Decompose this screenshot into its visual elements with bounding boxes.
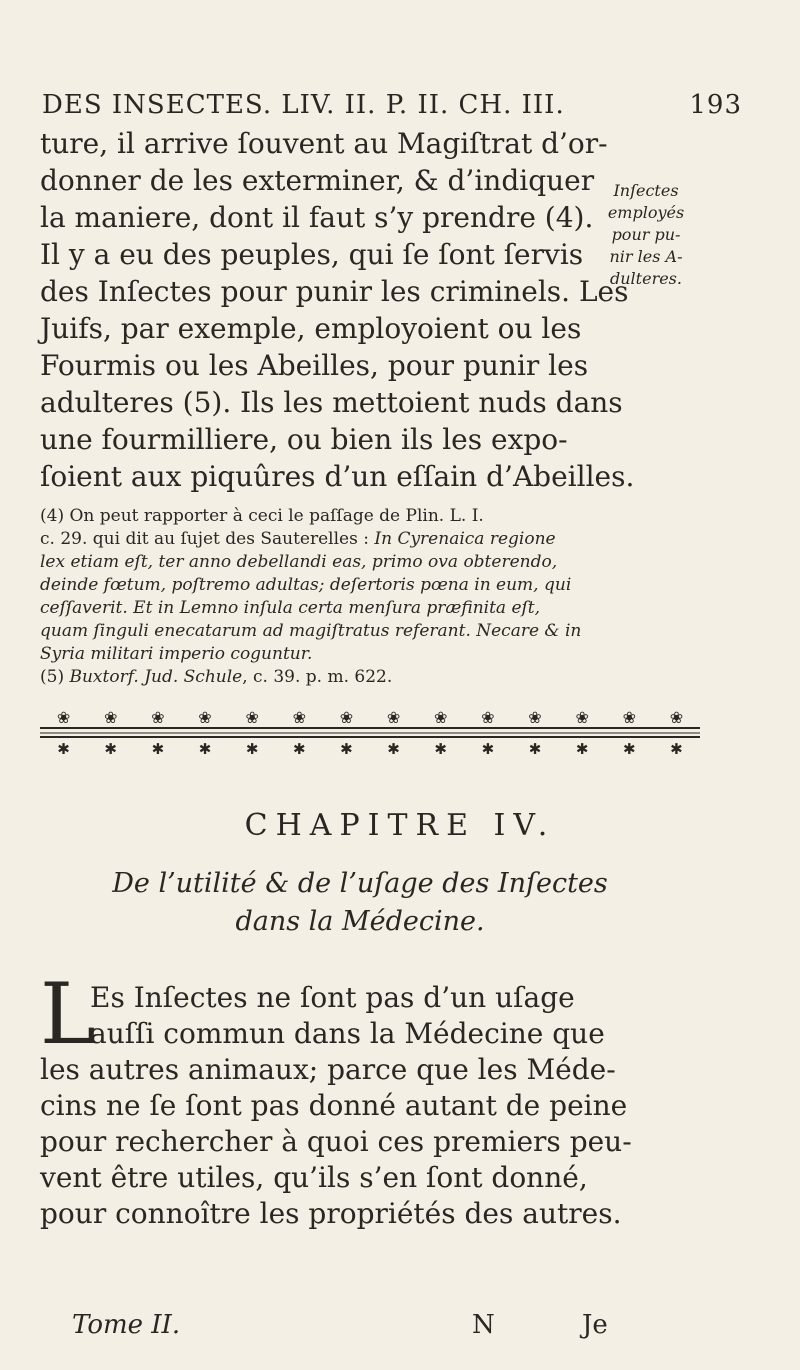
ornament-glyph: ✱ (622, 740, 636, 758)
running-head (42, 90, 742, 120)
drop-capital: L (40, 965, 96, 1063)
ornament-glyph: ❀ (104, 708, 118, 727)
volume-label: Tome II. (72, 1310, 181, 1340)
footnote-line: quam ſinguli enecatarum ad magiſtratus referant. Necare & in (40, 621, 582, 641)
ornament-glyph: ✱ (340, 740, 353, 758)
footnote-line: Syria militari imperio coguntur. (40, 644, 313, 664)
ornament-glyph: ❀ (198, 708, 212, 727)
footnote-quote: In Cyrenaica regione (374, 529, 556, 549)
ornament-glyph: ✱ (151, 740, 165, 758)
ornament-glyph: ✱ (575, 740, 589, 758)
footnote-line: lex etiam eſt, ter anno debellandi eas, primo ova obterendo, (40, 552, 558, 572)
ornament-glyph: ❀ (245, 708, 259, 727)
ornament-glyph: ✱ (481, 740, 495, 758)
footnote-line: ceſſaverit. Et in Lemno inſula certa menſura præfinita eſt, (40, 598, 541, 618)
ornament-glyph: ❀ (386, 708, 401, 727)
ornament-glyph: ❀ (434, 708, 448, 727)
ornament-glyph: ✱ (670, 740, 683, 758)
ornament-glyph: ✱ (387, 740, 400, 758)
signature-mark: N (472, 1310, 495, 1340)
ornament-glyph: ❀ (528, 708, 542, 727)
footnote-reference: Buxtorf. Jud. Schule (69, 667, 243, 687)
chapter-title: CHAPITRE IV. (244, 808, 556, 843)
running-title: DES INSECTES. LIV. II. P. II. CH. III. (42, 90, 565, 120)
footnote-text: (5) (40, 667, 70, 687)
footnote-line: (4) On peut rapporter à ceci le paſſage de Plin. L. I. (40, 506, 484, 526)
catchword: Je (582, 1310, 608, 1340)
footnotes (40, 505, 710, 689)
text-line: les autres animaux; parce que les Méde- (40, 1053, 616, 1086)
main-paragraph (40, 125, 635, 495)
margin-note-line: Inſectes (613, 181, 679, 200)
ornament-glyph: ❀ (292, 708, 306, 727)
ornament-glyph: ❀ (481, 708, 495, 727)
ornament-glyph: ✱ (57, 740, 70, 758)
ornament-glyph: ❀ (151, 708, 165, 727)
ornament-glyph: ✱ (198, 740, 212, 758)
text-line: vent être utiles, qu’ils s’en ſont donné, (40, 1161, 588, 1194)
margin-note-line: employés (607, 203, 685, 222)
text-line: Es Inſectes ne ſont pas d’un uſage (90, 981, 575, 1014)
margin-note-line: nir les A- (609, 247, 683, 266)
margin-note-line: dulteres. (610, 269, 682, 288)
text-line: Fourmis ou les Abeilles, pour punir les (40, 349, 589, 382)
ornament-glyph: ❀ (669, 708, 684, 727)
text-line: des Inſectes pour punir les criminels. Les (40, 275, 629, 308)
text-line: ſoient aux piquûres d’un eſſain d’Abeilles. (40, 460, 635, 493)
margin-note (606, 180, 686, 290)
ornament-glyph: ❀ (339, 708, 354, 727)
text-line: pour connoître les propriétés des autres. (40, 1197, 622, 1230)
footnote-line: deinde fœtum, poſtremo adultas; deſertoris pœna in eum, qui (40, 575, 572, 595)
subtitle-line: dans la Médecine. (235, 906, 485, 937)
text-line: donner de les exterminer, & d’indiquer (40, 164, 595, 197)
ornament-glyph: ❀ (575, 708, 589, 727)
text-line: cins ne ſe ſont pas donné autant de peine (40, 1089, 628, 1122)
text-line: adulteres (5). Ils les mettoient nuds dans (40, 386, 623, 419)
subtitle-line: De l’utilité & de l’uſage des Inſectes (112, 868, 608, 899)
footnote-text: c. 29. qui dit au ſujet des Sauterelles : (40, 529, 375, 549)
footnote-line (40, 666, 710, 689)
text-line: pour rechercher à quoi ces premiers peu- (40, 1125, 632, 1158)
text-line: ture, il arrive ſouvent au Magiſtrat d’or- (40, 127, 608, 160)
footnote-text: , c. 39. p. m. 622. (242, 667, 393, 687)
ornament-glyph: ❀ (622, 708, 636, 727)
text-line: la maniere, dont il faut s’y prendre (4). (40, 201, 594, 234)
margin-note-line: pour pu- (611, 225, 681, 244)
ornament-glyph: ✱ (292, 740, 306, 758)
text-line: Juifs, par exemple, employoient ou les (40, 312, 582, 345)
page-number: 193 (689, 90, 742, 120)
text-line: auſſi commun dans la Médecine que (90, 1017, 605, 1050)
ornament-glyph: ✱ (245, 740, 259, 758)
chapter-subtitle (0, 865, 720, 941)
ornament-glyph: ✱ (434, 740, 448, 758)
ornament-glyph: ✱ (528, 740, 542, 758)
ornament-glyph: ❀ (56, 708, 71, 727)
chapter-paragraph (40, 980, 680, 1232)
text-line: Il y a eu des peuples, qui ſe ſont ſervis (40, 238, 584, 271)
ornamental-band (40, 706, 700, 758)
text-line: une fourmilliere, ou bien ils les expo- (40, 423, 568, 456)
footnote-line (40, 528, 710, 551)
ornament-glyph: ✱ (104, 740, 118, 758)
